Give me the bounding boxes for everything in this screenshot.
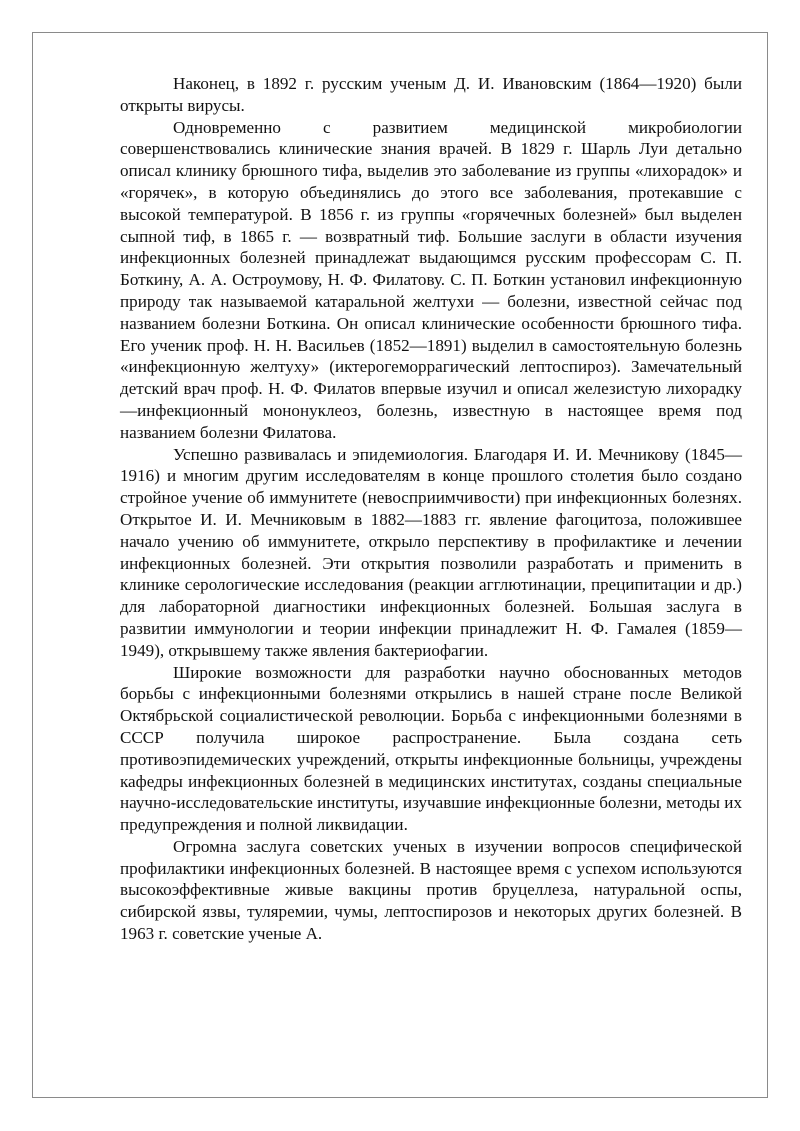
paragraph-prophylaxis: Огромна заслуга советских ученых в изучении вопросов специфической профилактики инфекционных болезней. В настоящее время с успехом используются высокоэффективные живые вакцины против бруцеллеза, натуральной оспы, сибирской язвы, туляремии, чумы, лептоспирозов и некоторых других болезней. В 1963 г. советские ученые А.: [120, 836, 742, 944]
paragraph-epidemiology: Успешно развивалась и эпидемиология. Благодаря И. И. Мечникову (1845—1916) и многим другим исследователям в конце прошлого столетия было создано стройное учение об иммунитете (невосприимчивости) при инфекционных болезнях. Открытое И. И. Мечниковым в 1882—1883 гг. явление фагоцитоза, положившее начало учению об иммунитете, открыло перспективу в профилактике и лечении инфекционных болезней. Эти открытия позволили разработать и применить в клинике серологические исследования (реакции агглютинации, преципитации и др.) для лабораторной диагностики инфекционных болезней. Большая заслуга в развитии иммунологии и теории инфекции принадлежит Н. Ф. Гамалея (1859—1949), открывшему также явления бактериофагии.: [120, 444, 742, 660]
paragraph-ussr-fight: Широкие возможности для разработки научно обоснованных методов борьбы с инфекционными болезнями открылись в нашей стране после Великой Октябрьской социалистической революции. Борьба с инфекционными болезнями в СССР получила широкое распространение. Была создана сеть противоэпидемических учреждений, открыты инфекционные больницы, учреждены кафедры инфекционных болезней в медицинских институтах, созданы специальные научно-исследовательские институты, изучавшие инфекционные болезни, методы их предупреждения и полной ликвидации.: [120, 662, 742, 835]
paragraph-viruses: Наконец, в 1892 г. русским ученым Д. И. Ивановским (1864—1920) были открыты вирусы.: [120, 74, 742, 115]
paragraph-clinical-knowledge: Одновременно с развитием медицинской микробиологии совершенствовались клинические знания врачей. В 1829 г. Шарль Луи детально описал клинику брюшного тифа, выделив это заболевание из группы «лихорадок» и «горячек», в которую объединялись до этого все заболевания, протекавшие с высокой температурой. В 1856 г. из группы «горячечных болезней» был выделен сыпной тиф, в 1865 г. — возвратный тиф. Большие заслуги в области изучения инфекционных болезней принадлежат выдающимся русским профессорам С. П. Боткину, А. А. Остроумову, Н. Ф. Филатову. С. П. Боткин установил инфекционную природу так называемой катаральной желтухи — болезни, известной сейчас под названием болезни Боткина. Он описал клинические особенности брюшного тифа. Его ученик проф. Н. Н. Васильев (1852—1891) выделил в самостоятельную болезнь «инфекционную желтуху» (иктерогеморрагический лептоспироз). Замечательный детский врач проф. Н. Ф. Филатов впервые изучил и описал железистую лихорадку—инфекционный мононуклеоз, болезнь, известную в настоящее время под названием болезни Филатова.: [120, 117, 742, 442]
document-body: [120, 73, 742, 945]
